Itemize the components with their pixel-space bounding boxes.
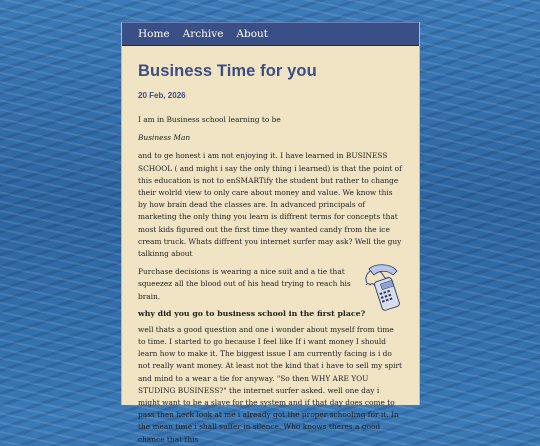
nav-about-link[interactable]: About — [236, 28, 269, 40]
post-paragraph-italic: Business Man — [138, 133, 191, 143]
post-paragraph: I am in Business school learning to be — [138, 115, 281, 124]
top-nav — [122, 22, 419, 46]
nav-archive-link[interactable]: Archive — [182, 28, 224, 40]
post-paragraph: and to ge honest i am not enjoying it. I have learned in BUSINESS SCHOOL ( and might i say the only thing i learned) is that the point of this education is not to enSMARTify the student but rather to change their wolrld view to only care about money and value. We know this by how brain dead the classes are. In advanced principals of marketing the only thing you learn is diffrent terms for concepts that most kids figured out the first time they wanted candy from the ice cream truck. Whats diffrent you internet surfer may ask? Well the guy talkinng about — [138, 151, 402, 259]
image-paragraph-block — [138, 266, 403, 303]
page-container — [121, 22, 420, 444]
nav-home-link[interactable]: Home — [138, 28, 170, 40]
phone-clipart-icon — [361, 263, 405, 313]
post-paragraph: well thats a good question and one i wonder about myself from time to time. I started to go because I feel like If i want money I should learn how to make it. The biggest issue I am currently facing is i do not really want money. At least not the kind that i have to sell my spirt and mind to a wear a tie for anyway. "So then WHY ARE YOU STUDING BUSINESS?" the internet surfer asked. well one day i might want to be a slave for the system and if that day does come to pass then heck look at me i already got the proper schooling for it. In the mean time i shall suffer in silence. Who knows theres a good chance that this — [138, 324, 403, 444]
post-content — [122, 46, 419, 446]
post-date: 20 Feb, 2026 — [138, 91, 186, 100]
post-paragraph: Purchase decisions is wearing a nice suit and a tie that squeezez all the blood out of his head trying to reach his brain. — [138, 267, 351, 301]
post-subheading: why did you go to business school in the first place? — [138, 308, 366, 318]
post-title[interactable]: Business Time for you — [138, 62, 317, 80]
